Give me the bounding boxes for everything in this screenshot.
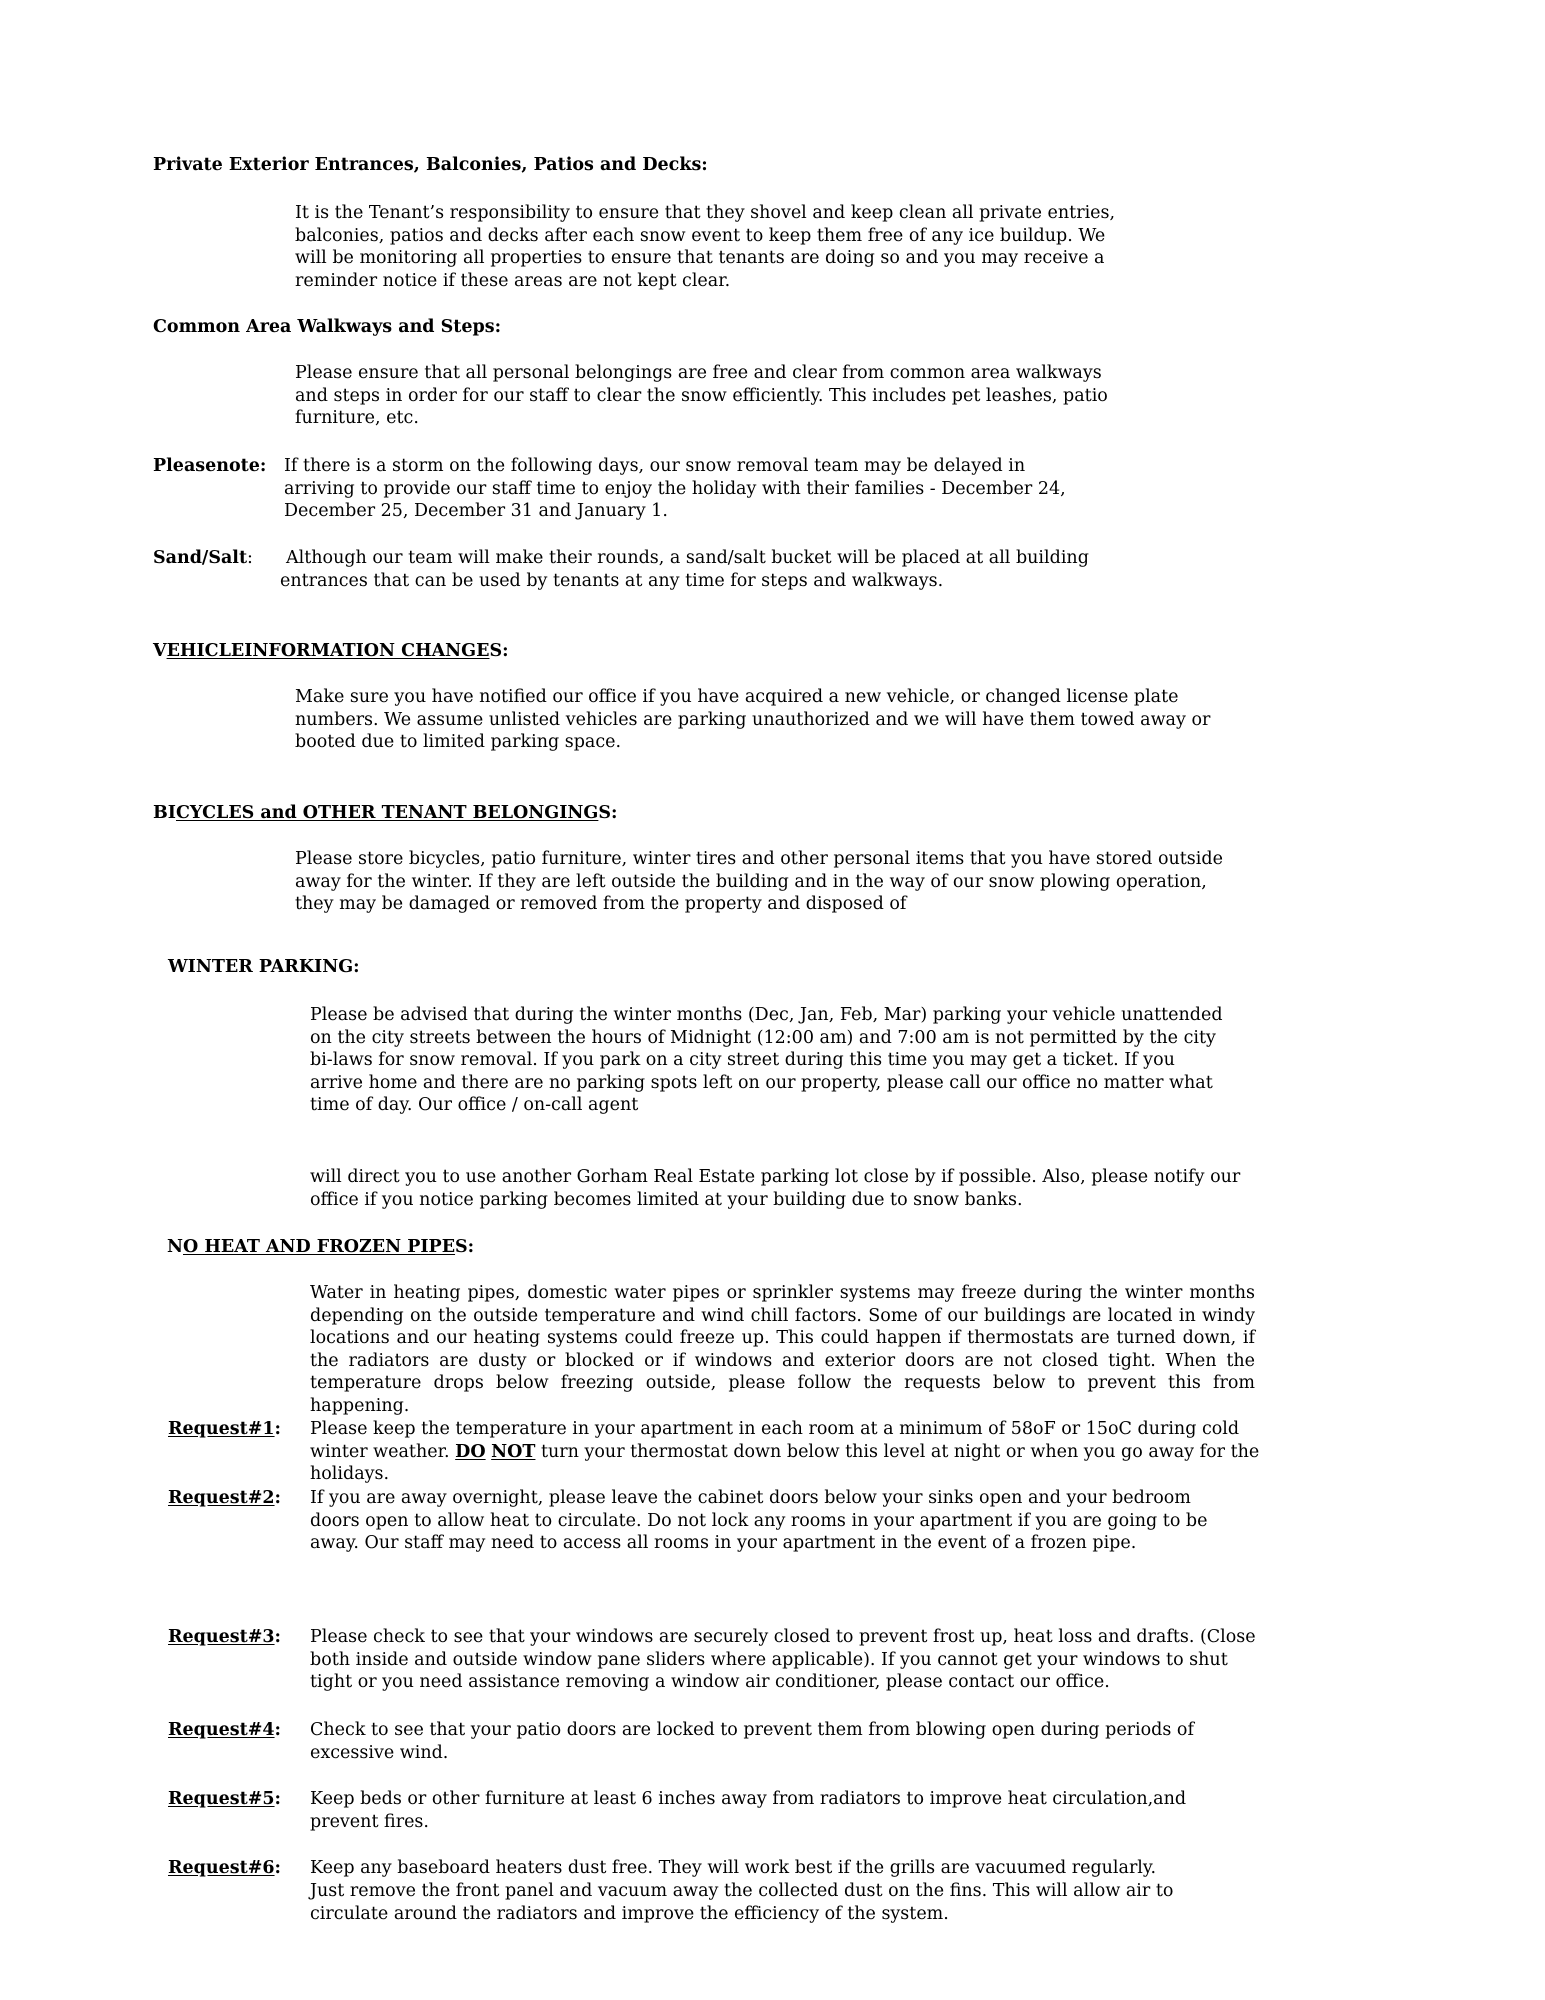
heading-no-heat-first: N bbox=[167, 1237, 183, 1257]
heading-no-heat-underlined: O HEAT AND FROZEN PIPE bbox=[183, 1237, 456, 1257]
heading-bicycles-underlined: CYCLES and OTHER TENANT BELONGING bbox=[175, 803, 599, 823]
heading-common-area: Common Area Walkways and Steps: bbox=[153, 317, 502, 337]
heading-winter-parking: WINTER PARKING: bbox=[168, 957, 360, 977]
request-label-5 bbox=[168, 1788, 281, 1811]
heading-vehicle-underlined: EHICLEINFORMATION CHANGE bbox=[166, 641, 490, 661]
body-vehicle-information: Make sure you have notified our office if you have acquired a new vehicle, or changed license plate numbers. We assume unlisted vehicles are parking unauthorized and we will have them towed away or booted due to limited parking space. bbox=[295, 687, 1211, 752]
request-label-4-colon: : bbox=[274, 1720, 282, 1740]
heading-private-exterior: Private Exterior Entrances, Balconies, Patios and Decks: bbox=[153, 155, 708, 175]
heading-bicycles-first: BI bbox=[153, 803, 176, 823]
request-text-1-after: turn your thermostat down below this level at night or when you go away for the holidays. bbox=[310, 1441, 1260, 1484]
request-label-6-colon: : bbox=[274, 1858, 282, 1878]
request-label-3 bbox=[168, 1626, 281, 1649]
heading-vehicle-information bbox=[153, 640, 509, 663]
request-text-5: Keep beds or other furniture at least 6 inches away from radiators to improve heat circulation,and prevent fires. bbox=[310, 1789, 1187, 1832]
request-label-1-colon: : bbox=[274, 1419, 282, 1439]
request-label-2-colon: : bbox=[274, 1488, 282, 1508]
body-winter-parking-part1: Please be advised that during the winter months (Dec, Jan, Feb, Mar) parking your vehicle unattended on the city streets between the hours of Midnight (12:00 am) and 7:00 am is not permitted by the city bi-laws for snow removal. If you park on a city street during this time you may get a ticket. If you arrive home and there are no parking spots left on our property, please call our office no matter what time of day. Our office / on-call agent bbox=[310, 1005, 1223, 1115]
request-label-1-text: Request#1 bbox=[168, 1419, 275, 1439]
label-sand-salt-text: Sand/Salt bbox=[153, 548, 248, 568]
request-label-6-text: Request#6 bbox=[168, 1858, 275, 1878]
heading-bicycles-last: S: bbox=[598, 803, 618, 823]
request-text-1-do: DO bbox=[455, 1441, 486, 1462]
body-winter-parking-part2: will direct you to use another Gorham Real Estate parking lot close by if possible. Also, please notify our office if you notice parking becomes limited at your building due to snow banks. bbox=[310, 1167, 1241, 1210]
request-label-5-colon: : bbox=[274, 1789, 282, 1809]
body-bicycles: Please store bicycles, patio furniture, winter tires and other personal items that you have stored outside away for the winter. If they are left outside the building and in the way of our snow plowing operation, they may be damaged or removed from the property and disposed of bbox=[295, 849, 1223, 914]
request-text-3: Please check to see that your windows are securely closed to prevent frost up, heat loss and drafts. (Close both inside and outside window pane sliders where applicable). If you cannot get your windows to shut tight or you need assistance removing a window air conditioner, please contact our office. bbox=[310, 1627, 1256, 1692]
request-label-6 bbox=[168, 1857, 281, 1880]
request-text-6-line2: Just remove the front panel and vacuum away the collected dust on the fins. This will allow air to circulate around the radiators and improve the efficiency of the system. bbox=[310, 1881, 1174, 1924]
request-text-4: Check to see that your patio doors are locked to prevent them from blowing open during periods of excessive wind. bbox=[310, 1720, 1194, 1763]
body-private-exterior: It is the Tenant’s responsibility to ensure that they shovel and keep clean all private entries, balconies, patios and decks after each snow event to keep them free of any ice buildup. We will be monitoring all properties to ensure that tenants are doing so and you may receive a reminder notice if these areas are not kept clear. bbox=[295, 203, 1116, 291]
heading-bicycles bbox=[153, 802, 617, 825]
body-sand-salt-line2: entrances that can be used by tenants at any time for steps and walkways. bbox=[280, 571, 944, 591]
request-label-4-text: Request#4 bbox=[168, 1720, 275, 1740]
request-text-1-before: Please keep the temperature in your apartment in each room at a minimum of 58oF or 15oC during cold winter weather. bbox=[310, 1419, 1240, 1462]
label-sand-salt bbox=[153, 547, 253, 570]
request-label-2-text: Request#2 bbox=[168, 1488, 275, 1508]
heading-vehicle-first: V bbox=[153, 641, 167, 661]
request-text-6-line1: Keep any baseboard heaters dust free. They will work best if the grills are vacuumed regularly. bbox=[310, 1858, 1157, 1878]
heading-no-heat bbox=[167, 1236, 474, 1259]
body-no-heat: Water in heating pipes, domestic water pipes or sprinkler systems may freeze during the winter months depending on the outside temperature and wind chill factors. Some of our buildings are located in windy locations and our heating systems could freeze up. This could happen if thermostats are turned down, if the radiators are dusty or blocked or if windows and exterior doors are not closed tight. When the temperature drops below freezing outside, please follow the requests below to prevent this from happening. bbox=[310, 1283, 1255, 1416]
request-label-3-colon: : bbox=[274, 1627, 282, 1647]
body-common-area: Please ensure that all personal belongings are free and clear from common area walkways and steps in order for our staff to clear the snow efficiently. This includes pet leashes, patio furniture, etc. bbox=[295, 363, 1108, 428]
label-sand-salt-colon: : bbox=[247, 548, 253, 568]
body-please-note: If there is a storm on the following days, our snow removal team may be delayed in arriving to provide our staff time to enjoy the holiday with their families - December 24, December 25, December 31 and January 1. bbox=[284, 456, 1066, 521]
request-label-1 bbox=[168, 1418, 281, 1441]
heading-vehicle-last: S: bbox=[489, 641, 509, 661]
request-label-2 bbox=[168, 1487, 281, 1510]
label-please-note: Pleasenote: bbox=[153, 456, 267, 476]
request-label-5-text: Request#5 bbox=[168, 1789, 275, 1809]
request-text-1-not: NOT bbox=[491, 1441, 536, 1462]
request-text-1 bbox=[310, 1418, 1260, 1486]
heading-no-heat-last: S: bbox=[455, 1237, 475, 1257]
request-text-2: If you are away overnight, please leave the cabinet doors below your sinks open and your bedroom doors open to allow heat to circulate. Do not lock any rooms in your apartment if you are going to be away. Our staff may need to access all rooms in your apartment in the event of a frozen pipe. bbox=[310, 1488, 1208, 1553]
body-sand-salt-line1: Although our team will make their rounds, a sand/salt bucket will be placed at all building bbox=[286, 548, 1089, 568]
request-label-3-text: Request#3 bbox=[168, 1627, 275, 1647]
request-label-4 bbox=[168, 1719, 281, 1742]
